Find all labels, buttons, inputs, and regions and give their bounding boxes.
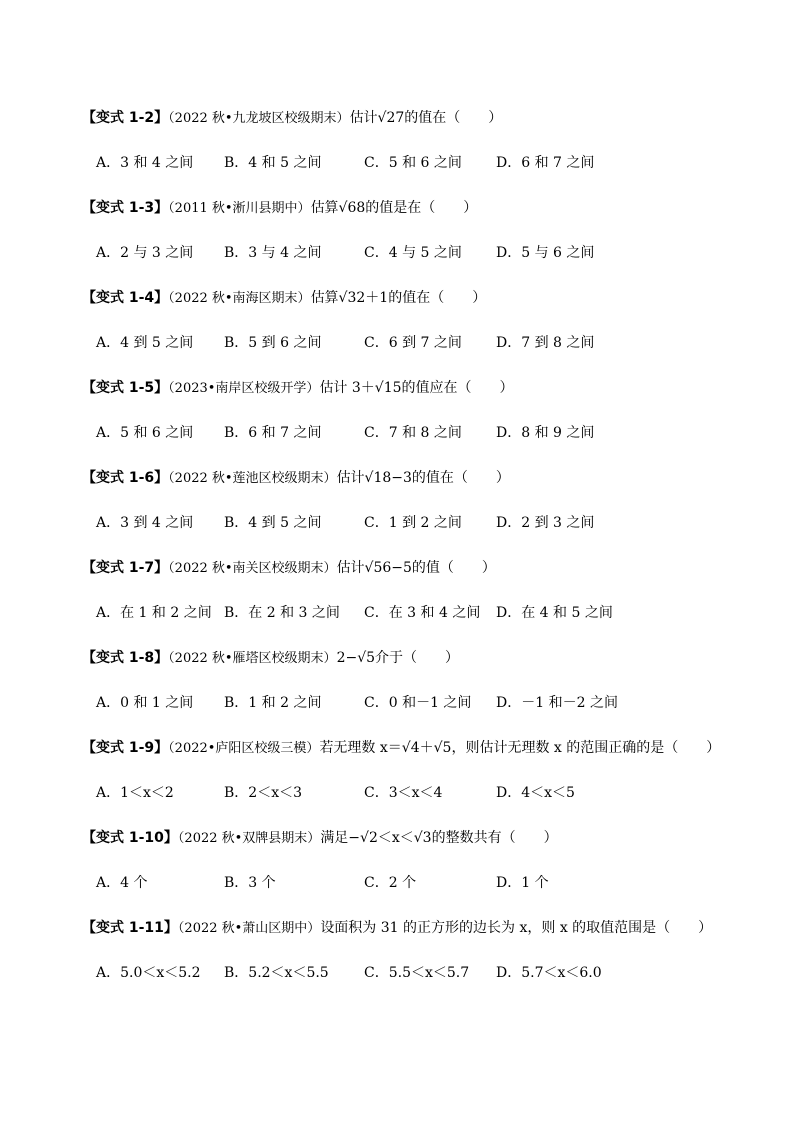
question-source: （2022 秋•萧山区期中） <box>177 921 321 936</box>
options-row <box>96 512 772 534</box>
question-stem <box>82 738 772 759</box>
option-d: D．在 4 和 5 之间 <box>496 605 613 621</box>
option-a: A．在 1 和 2 之间 <box>96 605 212 621</box>
option-a: A．1＜x＜2 <box>96 785 174 801</box>
option-a: A．5 和 6 之间 <box>96 425 194 441</box>
option-c: C．在 3 和 4 之间 <box>364 605 481 621</box>
question-tag: 【变式 1-10】 <box>82 830 178 846</box>
question-1-11 <box>82 918 772 984</box>
option-b: B．3 与 4 之间 <box>224 245 322 261</box>
options-row <box>96 152 772 174</box>
question-stem <box>82 288 772 309</box>
question-text: 满足−√2＜x＜√3的整数共有（ ） <box>320 830 558 846</box>
options-row <box>96 872 772 894</box>
options-row <box>96 602 772 624</box>
option-b: B．6 和 7 之间 <box>224 425 322 441</box>
question-source: （2022 秋•南海区期末） <box>168 291 311 306</box>
question-stem <box>82 378 772 399</box>
option-c: C．3＜x＜4 <box>364 785 443 801</box>
option-d: D．5.7＜x＜6.0 <box>496 965 602 981</box>
question-stem <box>82 648 772 669</box>
option-a: A．3 和 4 之间 <box>96 155 194 171</box>
option-d: D．2 到 3 之间 <box>496 515 595 531</box>
question-1-3 <box>82 198 772 264</box>
option-a: A．4 个 <box>96 875 148 891</box>
question-1-10 <box>82 828 772 894</box>
options-row <box>96 332 772 354</box>
question-stem <box>82 198 772 219</box>
question-text: 设面积为 31 的正方形的边长为 x，则 x 的取值范围是（ ） <box>320 920 713 936</box>
question-1-4 <box>82 288 772 354</box>
option-d: D．6 和 7 之间 <box>496 155 595 171</box>
option-d: D．1 个 <box>496 875 549 891</box>
option-b: B．5.2＜x＜5.5 <box>224 965 329 981</box>
option-a: A．3 到 4 之间 <box>96 515 194 531</box>
option-c: C．0 和－1 之间 <box>364 695 472 711</box>
question-tag: 【变式 1-3】 <box>82 200 169 216</box>
question-1-6 <box>82 468 772 534</box>
question-source: （2022 秋•双牌县期末） <box>177 831 321 846</box>
question-text: 若无理数 x＝√4＋√5，则估计无理数 x 的范围正确的是（ ） <box>319 740 721 756</box>
question-stem <box>82 828 772 849</box>
question-tag: 【变式 1-2】 <box>82 110 169 126</box>
options-row <box>96 962 772 984</box>
option-b: B．4 和 5 之间 <box>224 155 322 171</box>
option-d: D．－1 和－2 之间 <box>496 695 618 711</box>
option-c: C．7 和 8 之间 <box>364 425 462 441</box>
options-row <box>96 692 772 714</box>
question-stem <box>82 108 772 129</box>
question-1-8 <box>82 648 772 714</box>
question-text: 估算√68的值是在（ ） <box>310 200 478 216</box>
question-1-7 <box>82 558 772 624</box>
question-tag: 【变式 1-9】 <box>82 740 169 756</box>
option-b: B．3 个 <box>224 875 276 891</box>
option-d: D．4＜x＜5 <box>496 785 575 801</box>
question-text: 估算√32＋1的值在（ ） <box>310 290 487 306</box>
question-stem <box>82 918 772 939</box>
question-text: 估计√18−3的值在（ ） <box>336 470 510 486</box>
question-stem <box>82 558 772 579</box>
question-source: （2022•庐阳区校级三模） <box>168 741 320 756</box>
option-a: A．0 和 1 之间 <box>96 695 194 711</box>
option-a: A．4 到 5 之间 <box>96 335 194 351</box>
option-a: A．5.0＜x＜5.2 <box>96 965 201 981</box>
option-c: C．1 到 2 之间 <box>364 515 462 531</box>
question-text: 2−√5介于（ ） <box>336 650 460 666</box>
question-1-2 <box>82 108 772 174</box>
question-source: （2022 秋•莲池区校级期末） <box>168 471 337 486</box>
question-source: （2022 秋•雁塔区校级期末） <box>168 651 337 666</box>
option-c: C．5.5＜x＜5.7 <box>364 965 470 981</box>
question-text: 估计√56−5的值（ ） <box>336 560 496 576</box>
question-stem <box>82 468 772 489</box>
options-row <box>96 242 772 264</box>
option-c: C．5 和 6 之间 <box>364 155 462 171</box>
question-source: （2022 秋•九龙坡区校级期末） <box>168 111 350 126</box>
option-b: B．2＜x＜3 <box>224 785 302 801</box>
question-source: （2022 秋•南关区校级期末） <box>168 561 337 576</box>
question-tag: 【变式 1-11】 <box>82 920 178 936</box>
question-tag: 【变式 1-7】 <box>82 560 169 576</box>
question-text: 估计√27的值在（ ） <box>349 110 503 126</box>
option-b: B．1 和 2 之间 <box>224 695 322 711</box>
option-b: B．5 到 6 之间 <box>224 335 322 351</box>
question-tag: 【变式 1-6】 <box>82 470 169 486</box>
option-d: D．8 和 9 之间 <box>496 425 595 441</box>
question-source: （2011 秋•淅川县期中） <box>168 201 311 216</box>
question-tag: 【变式 1-4】 <box>82 290 169 306</box>
option-d: D．5 与 6 之间 <box>496 245 595 261</box>
options-row <box>96 782 772 804</box>
question-tag: 【变式 1-8】 <box>82 650 169 666</box>
option-b: B．4 到 5 之间 <box>224 515 322 531</box>
option-b: B．在 2 和 3 之间 <box>224 605 340 621</box>
options-row <box>96 422 772 444</box>
question-1-5 <box>82 378 772 444</box>
question-source: （2023•南岸区校级开学） <box>168 381 320 396</box>
question-tag: 【变式 1-5】 <box>82 380 169 396</box>
option-d: D．7 到 8 之间 <box>496 335 595 351</box>
option-c: C．2 个 <box>364 875 417 891</box>
option-a: A．2 与 3 之间 <box>96 245 194 261</box>
question-text: 估计 3＋√15的值应在（ ） <box>319 380 514 396</box>
question-1-9 <box>82 738 772 804</box>
option-c: C．6 到 7 之间 <box>364 335 462 351</box>
option-c: C．4 与 5 之间 <box>364 245 462 261</box>
